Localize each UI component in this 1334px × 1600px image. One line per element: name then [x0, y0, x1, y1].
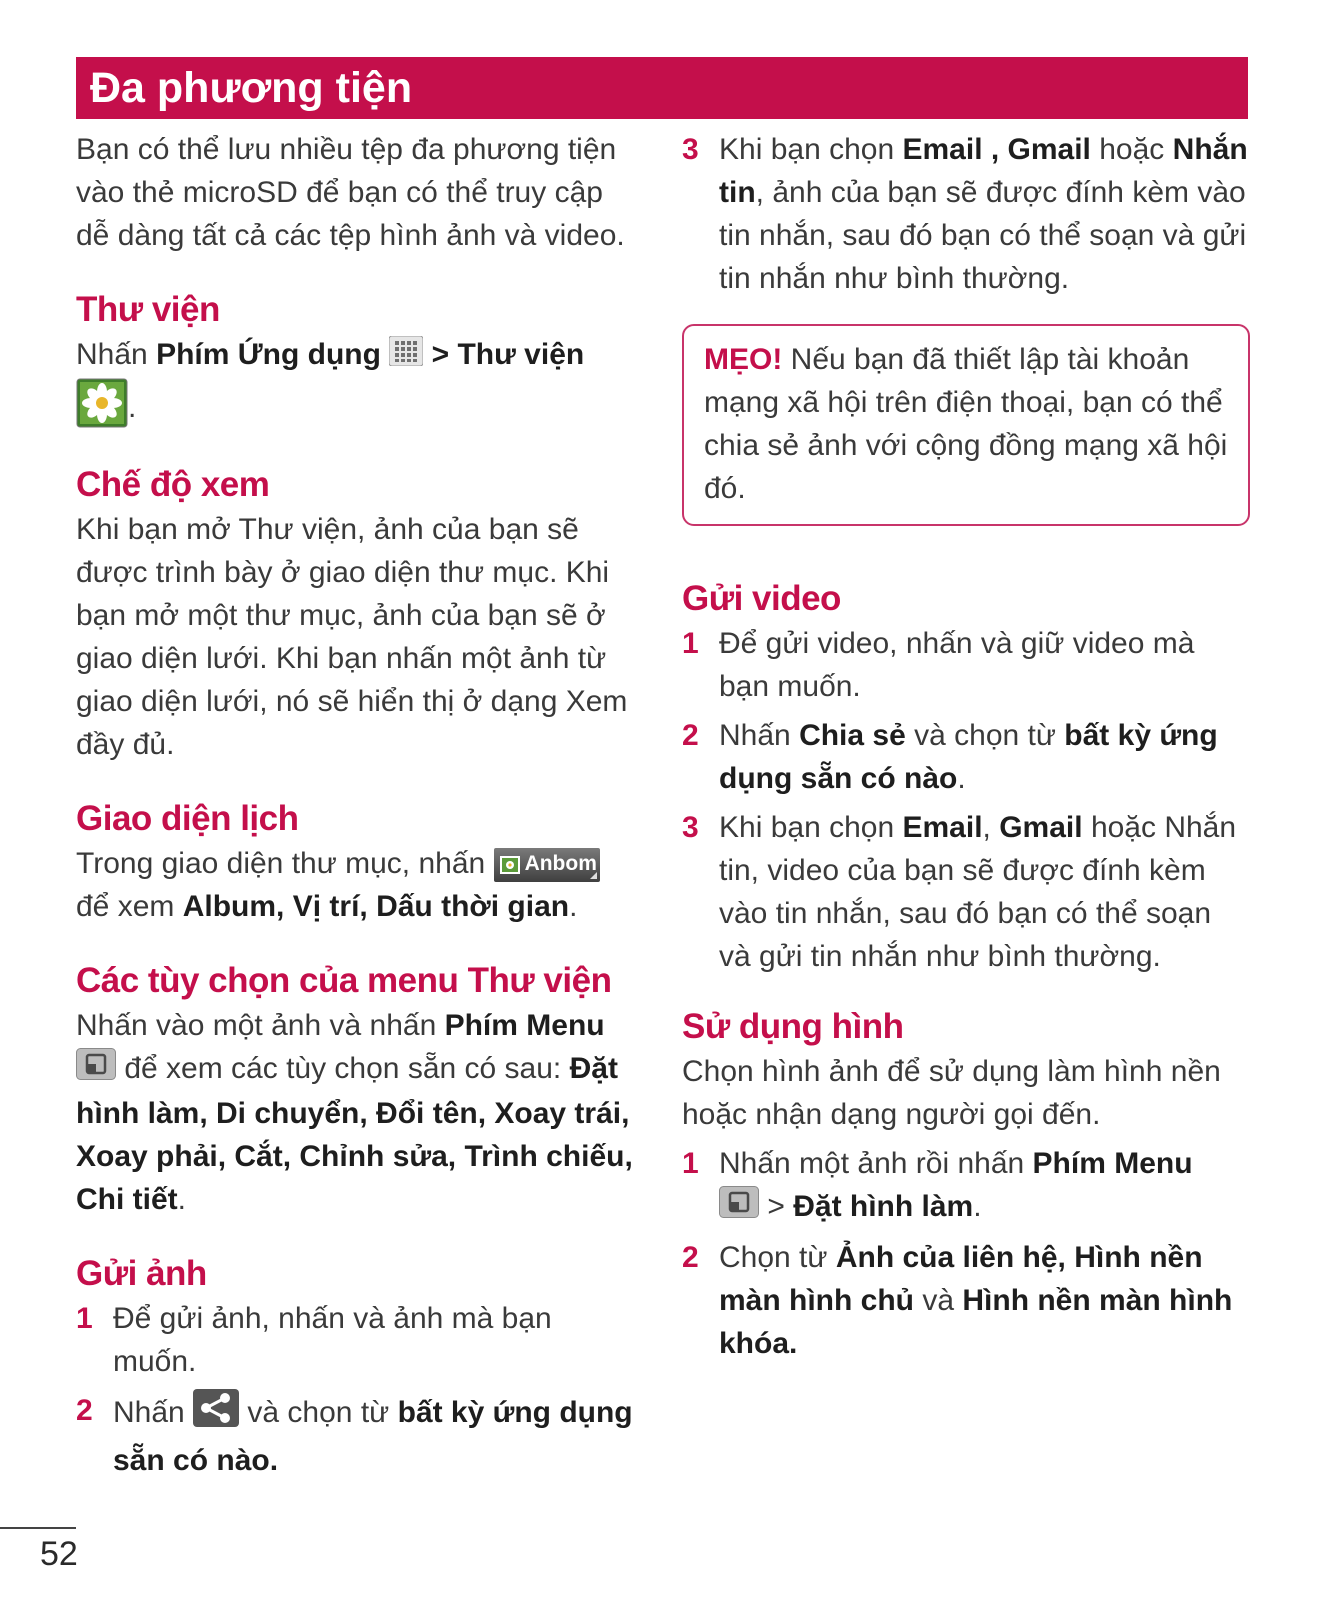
list-item: 2 Nhấn Chia sẻ và chọn từ bất kỳ ứng dụng sẵn có nào. — [682, 719, 1218, 795]
gallery-label: > Thư viện — [431, 338, 585, 371]
calendar-view-heading: Giao diện lịch — [76, 798, 299, 838]
tip-box — [682, 324, 1250, 526]
calendar-view-paragraph: Trong giao diện thư mục, nhấn Anbom để xem Album, Vị trí, Dấu thời gian. — [76, 842, 636, 928]
view-mode-heading: Chế độ xem — [76, 464, 270, 504]
send-video-steps — [682, 622, 1250, 978]
list-item: 3 Khi bạn chọn Email , Gmail hoặc Nhắn tin, ảnh của bạn sẽ được đính kèm vào tin nhắn, sau đó bạn có thể soạn và gửi tin nhắn như bình thường. — [682, 133, 1248, 295]
apps-key-label: Phím Ứng dụng — [156, 338, 381, 371]
right-column — [682, 128, 1250, 1371]
use-image-steps — [682, 1142, 1250, 1365]
list-item: 1 Để gửi ảnh, nhấn và ảnh mà bạn muốn. — [76, 1301, 552, 1378]
tip-text: Nếu bạn đã thiết lập tài khoản mạng xã hội trên điện thoại, bạn có thể chia sẻ ảnh với cộng đồng mạng xã hội đó. — [704, 343, 1228, 505]
gallery-flower-icon — [76, 378, 128, 440]
send-photo-steps — [76, 1297, 636, 1482]
menu-options-paragraph: Nhấn vào một ảnh và nhấn Phím Menu để xem các tùy chọn sẵn có sau: Đặt hình làm, Di chuyển, Đổi tên, Xoay trái, Xoay phải, Cắt, Chỉnh sửa, Trình chiếu, Chi tiết. — [76, 1008, 633, 1216]
menu-options-heading: Các tùy chọn của menu Thư viện — [76, 960, 612, 1000]
dropdown-corner-icon — [590, 872, 597, 879]
list-item: 2 Chọn từ Ảnh của liên hệ, Hình nền màn hình chủ và Hình nền màn hình khóa. — [682, 1241, 1233, 1361]
send-video-heading: Gửi video — [682, 579, 841, 618]
view-mode-paragraph: Khi bạn mở Thư viện, ảnh của bạn sẽ được trình bày ở giao diện thư mục. Khi bạn mở một thư mục, ảnh của bạn sẽ ở giao diện lưới. Khi bạn nhấn một ảnh từ giao diện lưới, nó sẽ hiển thị ở dạng Xem đầy đủ. — [76, 512, 628, 761]
list-item: 2 Nhấn và chọn từ bất kỳ ứng dụng sẵn có nào. — [76, 1389, 636, 1482]
page-number: 52 — [40, 1535, 78, 1573]
list-item: 3 Khi bạn chọn Email, Gmail hoặc Nhắn tin, video của bạn sẽ được đính kèm vào tin nhắn, sau đó bạn có thể soạn và gửi tin nhắn như bình thường. — [682, 811, 1237, 973]
menu-key-icon — [76, 1048, 116, 1092]
album-button — [494, 848, 600, 882]
intro-paragraph: Bạn có thể lưu nhiều tệp đa phương tiện vào thẻ microSD để bạn có thể truy cập dễ dàng tất cả các tệp hình ảnh và video. — [76, 133, 625, 252]
left-column — [76, 128, 636, 1488]
gallery-paragraph: Nhấn Phím Ứng dụng > Thư viện . — [76, 333, 636, 440]
share-icon — [193, 1389, 239, 1439]
album-button-label: Anbom — [524, 851, 597, 875]
tip-label: MẸO! — [704, 343, 783, 376]
gallery-heading: Thư viện — [76, 290, 220, 329]
menu-key-icon — [719, 1186, 759, 1230]
send-photo-steps-continued — [682, 128, 1250, 300]
apps-grid-icon — [389, 335, 423, 378]
page-title: Đa phương tiện — [90, 64, 413, 112]
section-banner — [76, 57, 1248, 119]
use-image-intro: Chọn hình ảnh để sử dụng làm hình nền hoặc nhận dạng người gọi đến. — [682, 1055, 1221, 1131]
use-image-heading: Sử dụng hình — [682, 1007, 904, 1046]
send-photo-heading: Gửi ảnh — [76, 1253, 207, 1293]
page-number-rule — [0, 1527, 76, 1529]
list-item: 1 Nhấn một ảnh rồi nhấn Phím Menu > Đặt hình làm. — [682, 1142, 1250, 1230]
list-item: 1 Để gửi video, nhấn và giữ video mà bạn muốn. — [682, 627, 1195, 703]
